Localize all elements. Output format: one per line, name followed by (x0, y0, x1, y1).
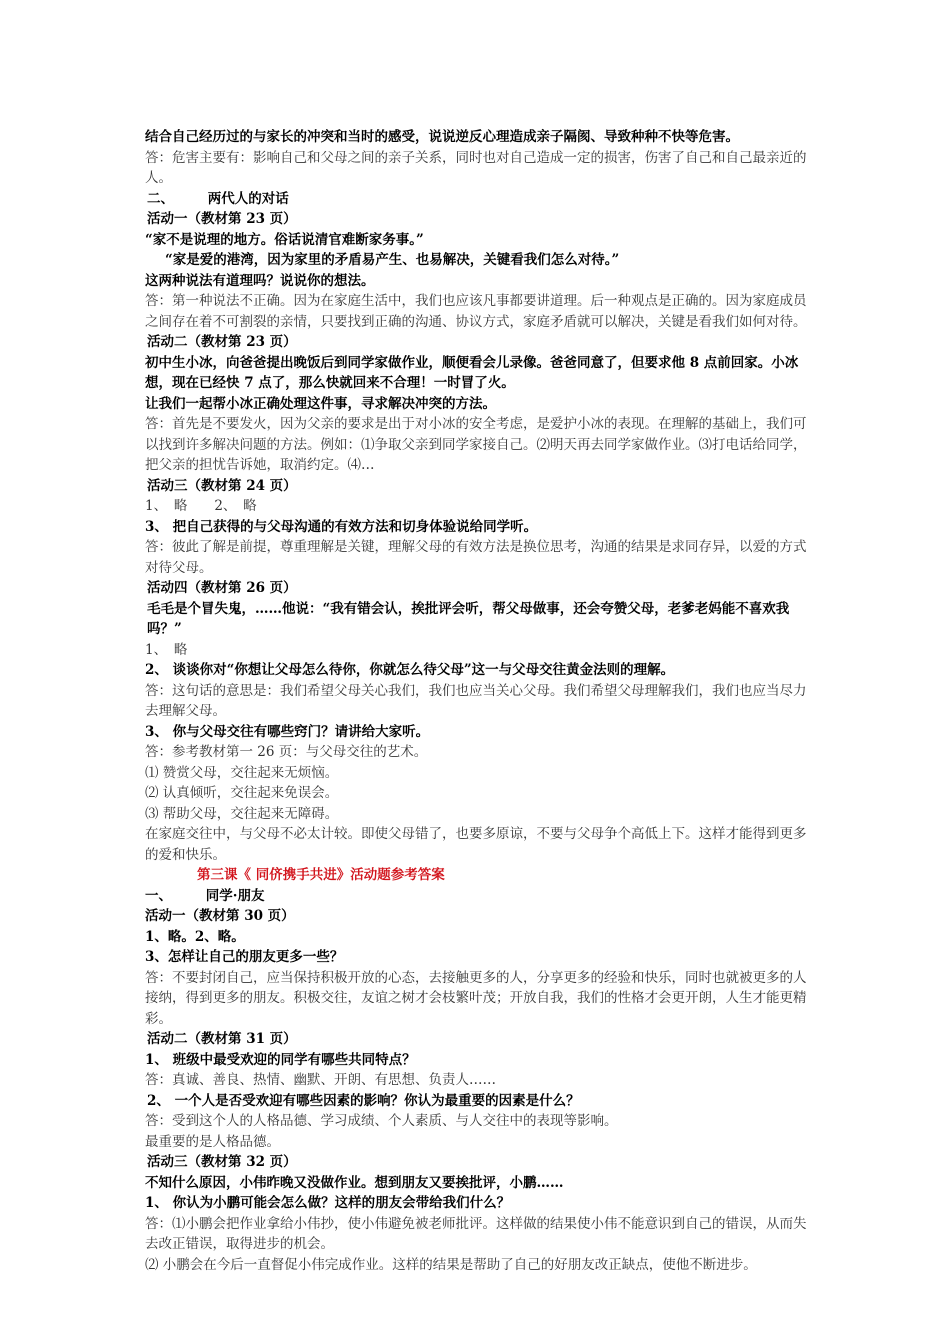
question-text: 活动二（教材第 31 页） (147, 1031, 297, 1047)
answer-text: 答：参考教材第一 26 页：与父母交往的艺术。 (145, 744, 428, 760)
question-text: 初中生小冰，向爸爸提出晚饭后到同学家做作业，顺便看会儿录像。爸爸同意了，但要求他 8 点前回家。小冰想，现在已经快 7 点了，那么快就回来不合理！一时冒了火。 (145, 354, 799, 391)
question-text: 1、 你认为小鹏可能会怎么做？这样的朋友会带给我们什么？ (145, 1195, 511, 1211)
answer-text: 1、 略 (145, 641, 188, 658)
question-text: 结合自己经历过的与家长的冲突和当时的感受，说说逆反心理造成亲子隔阂、导致种种不快等危害。 (145, 129, 739, 145)
question-text: 2、 一个人是否受欢迎有哪些因素的影响？你认为最重要的因素是什么？ (147, 1092, 580, 1109)
question-text: 不知什么原因，小伟昨晚又没做作业。想到朋友又要挨批评，小鹏…… (145, 1174, 564, 1191)
question-text: 一、 同学·朋友 (145, 887, 265, 904)
question-text: “家是爱的港湾，因为家里的矛盾易产生、也易解决，关键看我们怎么对待。” (165, 252, 620, 268)
question-text: 活动三（教材第 24 页） (147, 477, 297, 494)
question-text: 让我们一起帮小冰正确处理这件事，寻求解决冲突的方法。 (145, 395, 496, 412)
question-text: 毛毛是个冒失鬼，……他说：“我有错会认，挨批评会听，帮父母做事，还会夸赞父母，老爹老妈能不喜欢我吗？” (147, 600, 790, 637)
question-text: 活动三（教材第 32 页） (147, 1154, 297, 1170)
question-text: 这两种说法有道理吗？说说你的想法。 (145, 272, 375, 289)
answer-text: 答：不要封闭自己，应当保持积极开放的心态，去接触更多的人，分享更多的经验和快乐，同时也就被更多的人接纳，得到更多的朋友。积极交往，友谊之树才会枝繁叶茂；开放自我，我们的性格才会更开朗，人生才能更精彩。 (145, 969, 807, 1027)
answer-text: 答：彼此了解是前提，尊重理解是关键，理解父母的有效方法是换位思考，沟通的结果是求同存异，以爱的方式对待父母。 (145, 539, 807, 576)
section-title: 第三课《 同侪携手共进》活动题参考答案 (197, 867, 445, 883)
document-page (145, 127, 810, 1275)
answer-text: 答：第一种说法不正确。因为在家庭生活中，我们也应该凡事都要讲道理。后一种观点是正确的。因为家庭成员之间存在着不可割裂的亲情，只要找到正确的沟通、协议方式，家庭矛盾就可以解决，关键是看我们如何对待。 (145, 293, 807, 330)
question-text: 二、 两代人的对话 (147, 190, 289, 207)
answer-text: 在家庭交往中，与父母不必太计较。即使父母错了，也要多原谅，不要与父母争个高低上下。这样才能得到更多的爱和快乐。 (145, 826, 807, 863)
answer-text: 1、 略 2、 略 (145, 498, 257, 514)
question-text: 活动一（教材第 30 页） (145, 908, 295, 924)
answer-text: ⑵ 认真倾听，交往起来免误会。 (145, 785, 339, 801)
answer-text: ⑵ 小鹏会在今后一直督促小伟完成作业。这样的结果是帮助了自己的好朋友改正缺点，使他不断进步。 (145, 1256, 757, 1273)
question-text: 活动二（教材第 23 页） (147, 334, 297, 350)
answer-text: 答：受到这个人的人格品德、学习成绩、个人素质、与人交往中的表现等影响。 (145, 1113, 618, 1129)
question-text: 活动一（教材第 23 页） (147, 211, 297, 227)
question-text: 3、怎样让自己的朋友更多一些？ (145, 949, 344, 965)
answer-text: 最重要的是人格品德。 (145, 1133, 280, 1150)
question-text: 1、 班级中最受欢迎的同学有哪些共同特点？ (145, 1051, 416, 1068)
answer-text: ⑶ 帮助父母，交往起来无障碍。 (145, 805, 339, 822)
answer-text: 答：真诚、善良、热情、幽默、开朗、有思想、负责人…… (145, 1072, 496, 1088)
question-text: 2、 谈谈你对“你想让父母怎么待你，你就怎么待父母”这一与父母交往黄金法则的理解。 (145, 662, 675, 678)
answer-text: 答：这句话的意思是：我们希望父母关心我们，我们也应当关心父母。我们希望父母理解我们，我们也应当尽力去理解父母。 (145, 682, 807, 719)
question-text: 3、 你与父母交往有哪些窍门？请讲给大家听。 (145, 723, 430, 740)
answer-text: 答：首先是不要发火，因为父亲的要求是出于对小冰的安全考虑，是爱护小冰的表现。在理解的基础上，我们可以找到许多解决问题的方法。例如：⑴争取父亲到同学家接自己。⑵明天再去同学家做作业。⑶打电话给同学，把父亲的担忧告诉她，取消约定。⑷… (145, 416, 807, 473)
answer-text: ⑴ 赞赏父母，交往起来无烦恼。 (145, 764, 339, 781)
question-text: 1、略。2、略。 (145, 928, 245, 945)
question-text: “家不是说理的地方。俗话说清官难断家务事。” (145, 231, 424, 248)
question-text: 3、 把自己获得的与父母沟通的有效方法和切身体验说给同学听。 (145, 518, 538, 535)
answer-text: 答：危害主要有：影响自己和父母之间的亲子关系，同时也对自己造成一定的损害，伤害了自己和自己最亲近的人。 (145, 149, 807, 186)
question-text: 活动四（教材第 26 页） (147, 580, 297, 596)
answer-text: 答：⑴小鹏会把作业拿给小伟抄，使小伟避免被老师批评。这样做的结果使小伟不能意识到自己的错误，从而失去改正错误，取得进步的机会。 (145, 1215, 807, 1252)
